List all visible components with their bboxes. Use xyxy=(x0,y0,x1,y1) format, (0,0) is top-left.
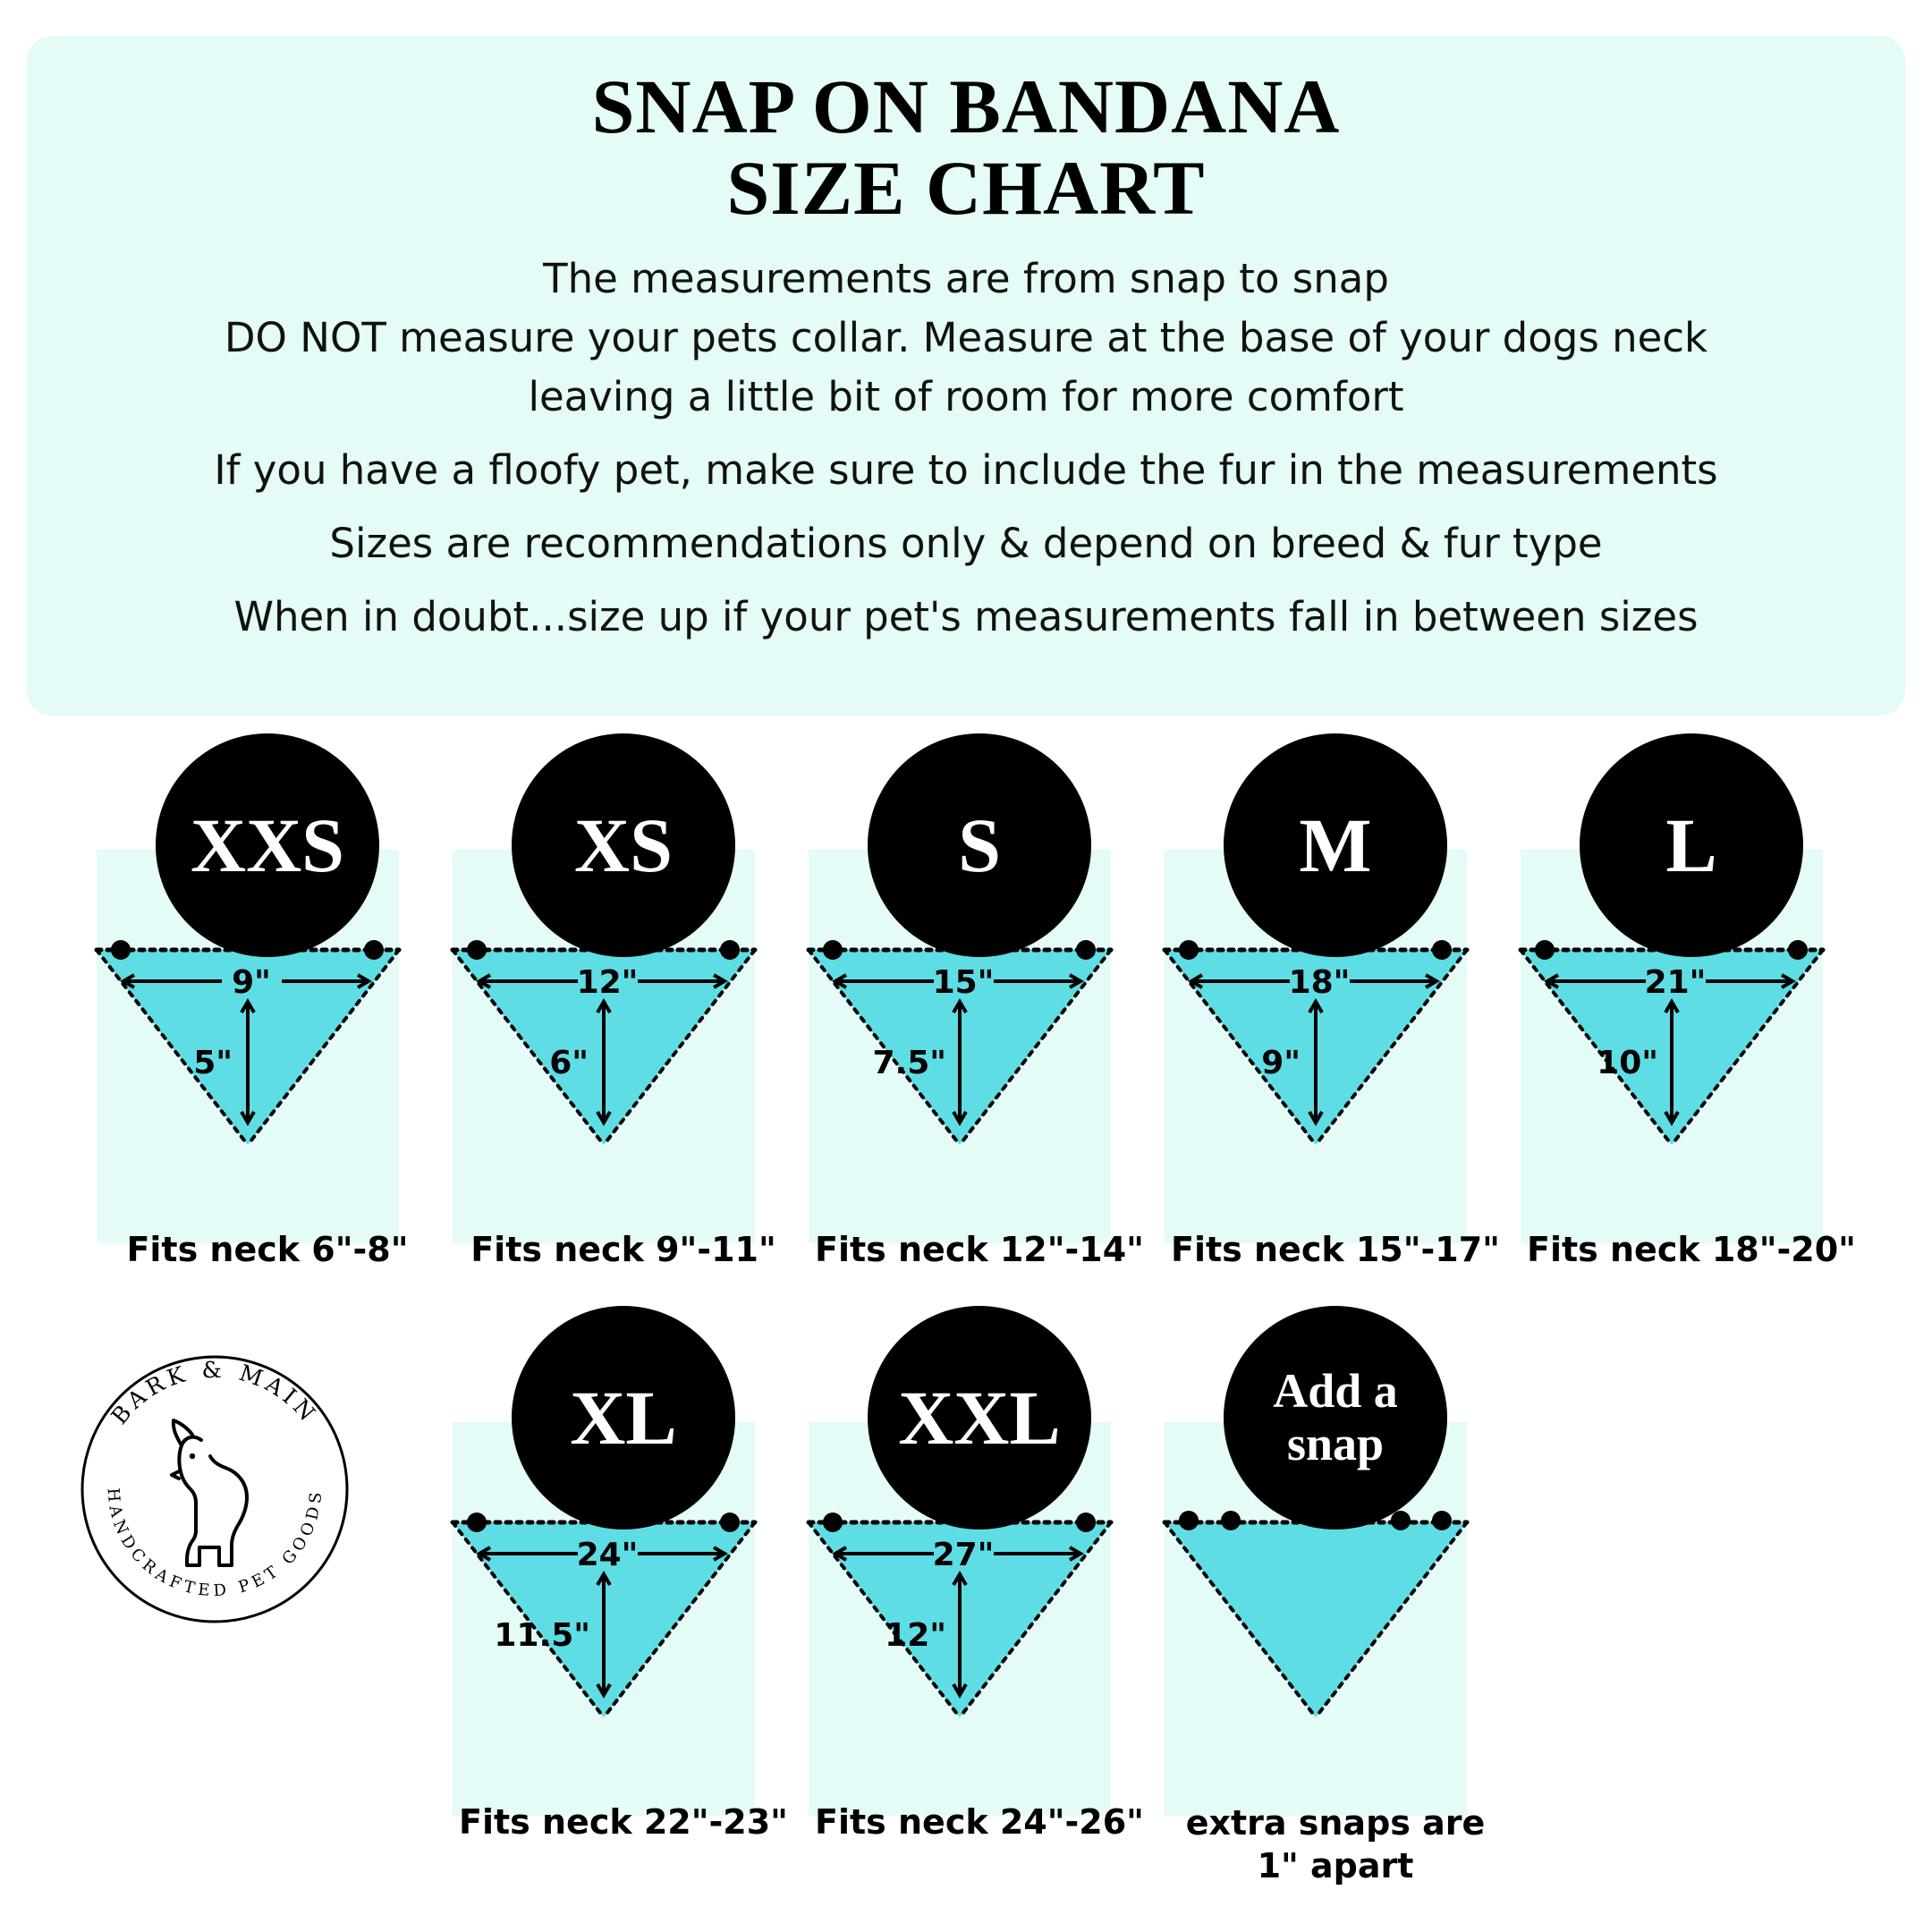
width-label-l: 21" xyxy=(1644,964,1707,1001)
height-label-xxs: 5" xyxy=(193,1045,233,1081)
size-badge-xxl xyxy=(868,1306,1091,1530)
height-label-l: 10" xyxy=(1597,1045,1658,1081)
size-cell-s xyxy=(801,733,1157,1288)
fits-neck-m: Fits neck 15"-17" xyxy=(1171,1230,1500,1269)
size-cell-xs xyxy=(445,733,801,1288)
fits-neck-xxs: Fits neck 6"-8" xyxy=(126,1230,409,1269)
size-badge-xs xyxy=(512,733,735,957)
instruction-line-4: If you have a floofy pet, make sure to include the fur in the measurements xyxy=(214,445,1718,494)
instruction-line-6: When in doubt...size up if your pet's measurements fall in between sizes xyxy=(233,592,1699,640)
size-cell-xxl xyxy=(801,1306,1157,1860)
size-badge-label: XXS xyxy=(190,801,345,888)
size-badge-label: M xyxy=(1299,801,1372,888)
instruction-line-3: leaving a little bit of room for more comfort xyxy=(528,373,1404,420)
brand-logo xyxy=(67,1342,362,1637)
size-badge-label: L xyxy=(1665,801,1717,888)
size-cell-add-a-snap xyxy=(1157,1306,1513,1885)
height-label-s: 7.5" xyxy=(872,1045,946,1081)
width-label-xs: 12" xyxy=(576,964,639,1001)
instruction-line-1: The measurements are from snap to snap xyxy=(543,255,1389,303)
height-label-xxl: 12" xyxy=(885,1617,946,1654)
width-label-xxl: 27" xyxy=(932,1537,995,1573)
width-label-s: 15" xyxy=(932,964,995,1001)
title-line-1: SNAP ON BANDANA xyxy=(591,64,1341,149)
height-label-xs: 6" xyxy=(549,1045,589,1081)
size-cell-m xyxy=(1157,733,1513,1288)
size-badge-add-a-snap xyxy=(1224,1306,1447,1530)
header-panel xyxy=(27,36,1905,716)
size-badge-l xyxy=(1580,733,1803,957)
size-grid xyxy=(89,733,1869,1885)
svg-text:BARK & MAIN: BARK & MAIN xyxy=(106,1356,324,1429)
size-cell-l xyxy=(1513,733,1869,1288)
size-row-2 xyxy=(445,1306,1869,1885)
size-badge-xl xyxy=(512,1306,735,1530)
title-line-2: SIZE CHART xyxy=(726,145,1206,232)
height-label-m: 9" xyxy=(1261,1045,1301,1081)
instruction-line-2: DO NOT measure your pets collar. Measure at the base of your dogs neck xyxy=(224,314,1708,362)
size-badge-label: XL xyxy=(570,1374,677,1461)
size-badge-label: S xyxy=(958,801,1001,888)
size-row-1 xyxy=(89,733,1869,1288)
size-badge-label: Add a snap xyxy=(1273,1363,1398,1470)
fits-neck-xxl: Fits neck 24"-26" xyxy=(815,1802,1144,1842)
width-label-xl: 24" xyxy=(576,1537,639,1573)
fits-neck-xl: Fits neck 22"-23" xyxy=(459,1802,788,1842)
size-badge-label: XXL xyxy=(898,1374,1061,1461)
extra-snaps-note-line-1: extra snaps are xyxy=(1185,1803,1486,1843)
page-title xyxy=(63,64,1869,232)
size-cell-xxs xyxy=(89,733,445,1288)
logo-mark-icon xyxy=(67,1342,362,1637)
size-badge-label: XS xyxy=(574,801,673,888)
size-badge-s xyxy=(868,733,1091,957)
fits-neck-xs: Fits neck 9"-11" xyxy=(470,1230,776,1269)
size-badge-xxs xyxy=(156,733,379,957)
dog-icon xyxy=(172,1420,247,1565)
extra-snaps-note-line-2: 1" apart xyxy=(1257,1845,1414,1885)
size-cell-xl xyxy=(445,1306,801,1860)
fits-neck-s: Fits neck 12"-14" xyxy=(815,1230,1144,1269)
fits-neck-l: Fits neck 18"-20" xyxy=(1527,1230,1856,1269)
width-label-m: 18" xyxy=(1288,964,1351,1001)
instructions xyxy=(63,252,1869,643)
size-badge-m xyxy=(1224,733,1447,957)
svg-text:HANDCRAFTED PET GOODS: HANDCRAFTED PET GOODS xyxy=(103,1487,326,1601)
height-label-xl: 11.5" xyxy=(494,1617,590,1654)
instruction-line-5: Sizes are recommendations only & depend on breed & fur type xyxy=(329,519,1603,567)
width-label-xxs: 9" xyxy=(232,964,271,1001)
